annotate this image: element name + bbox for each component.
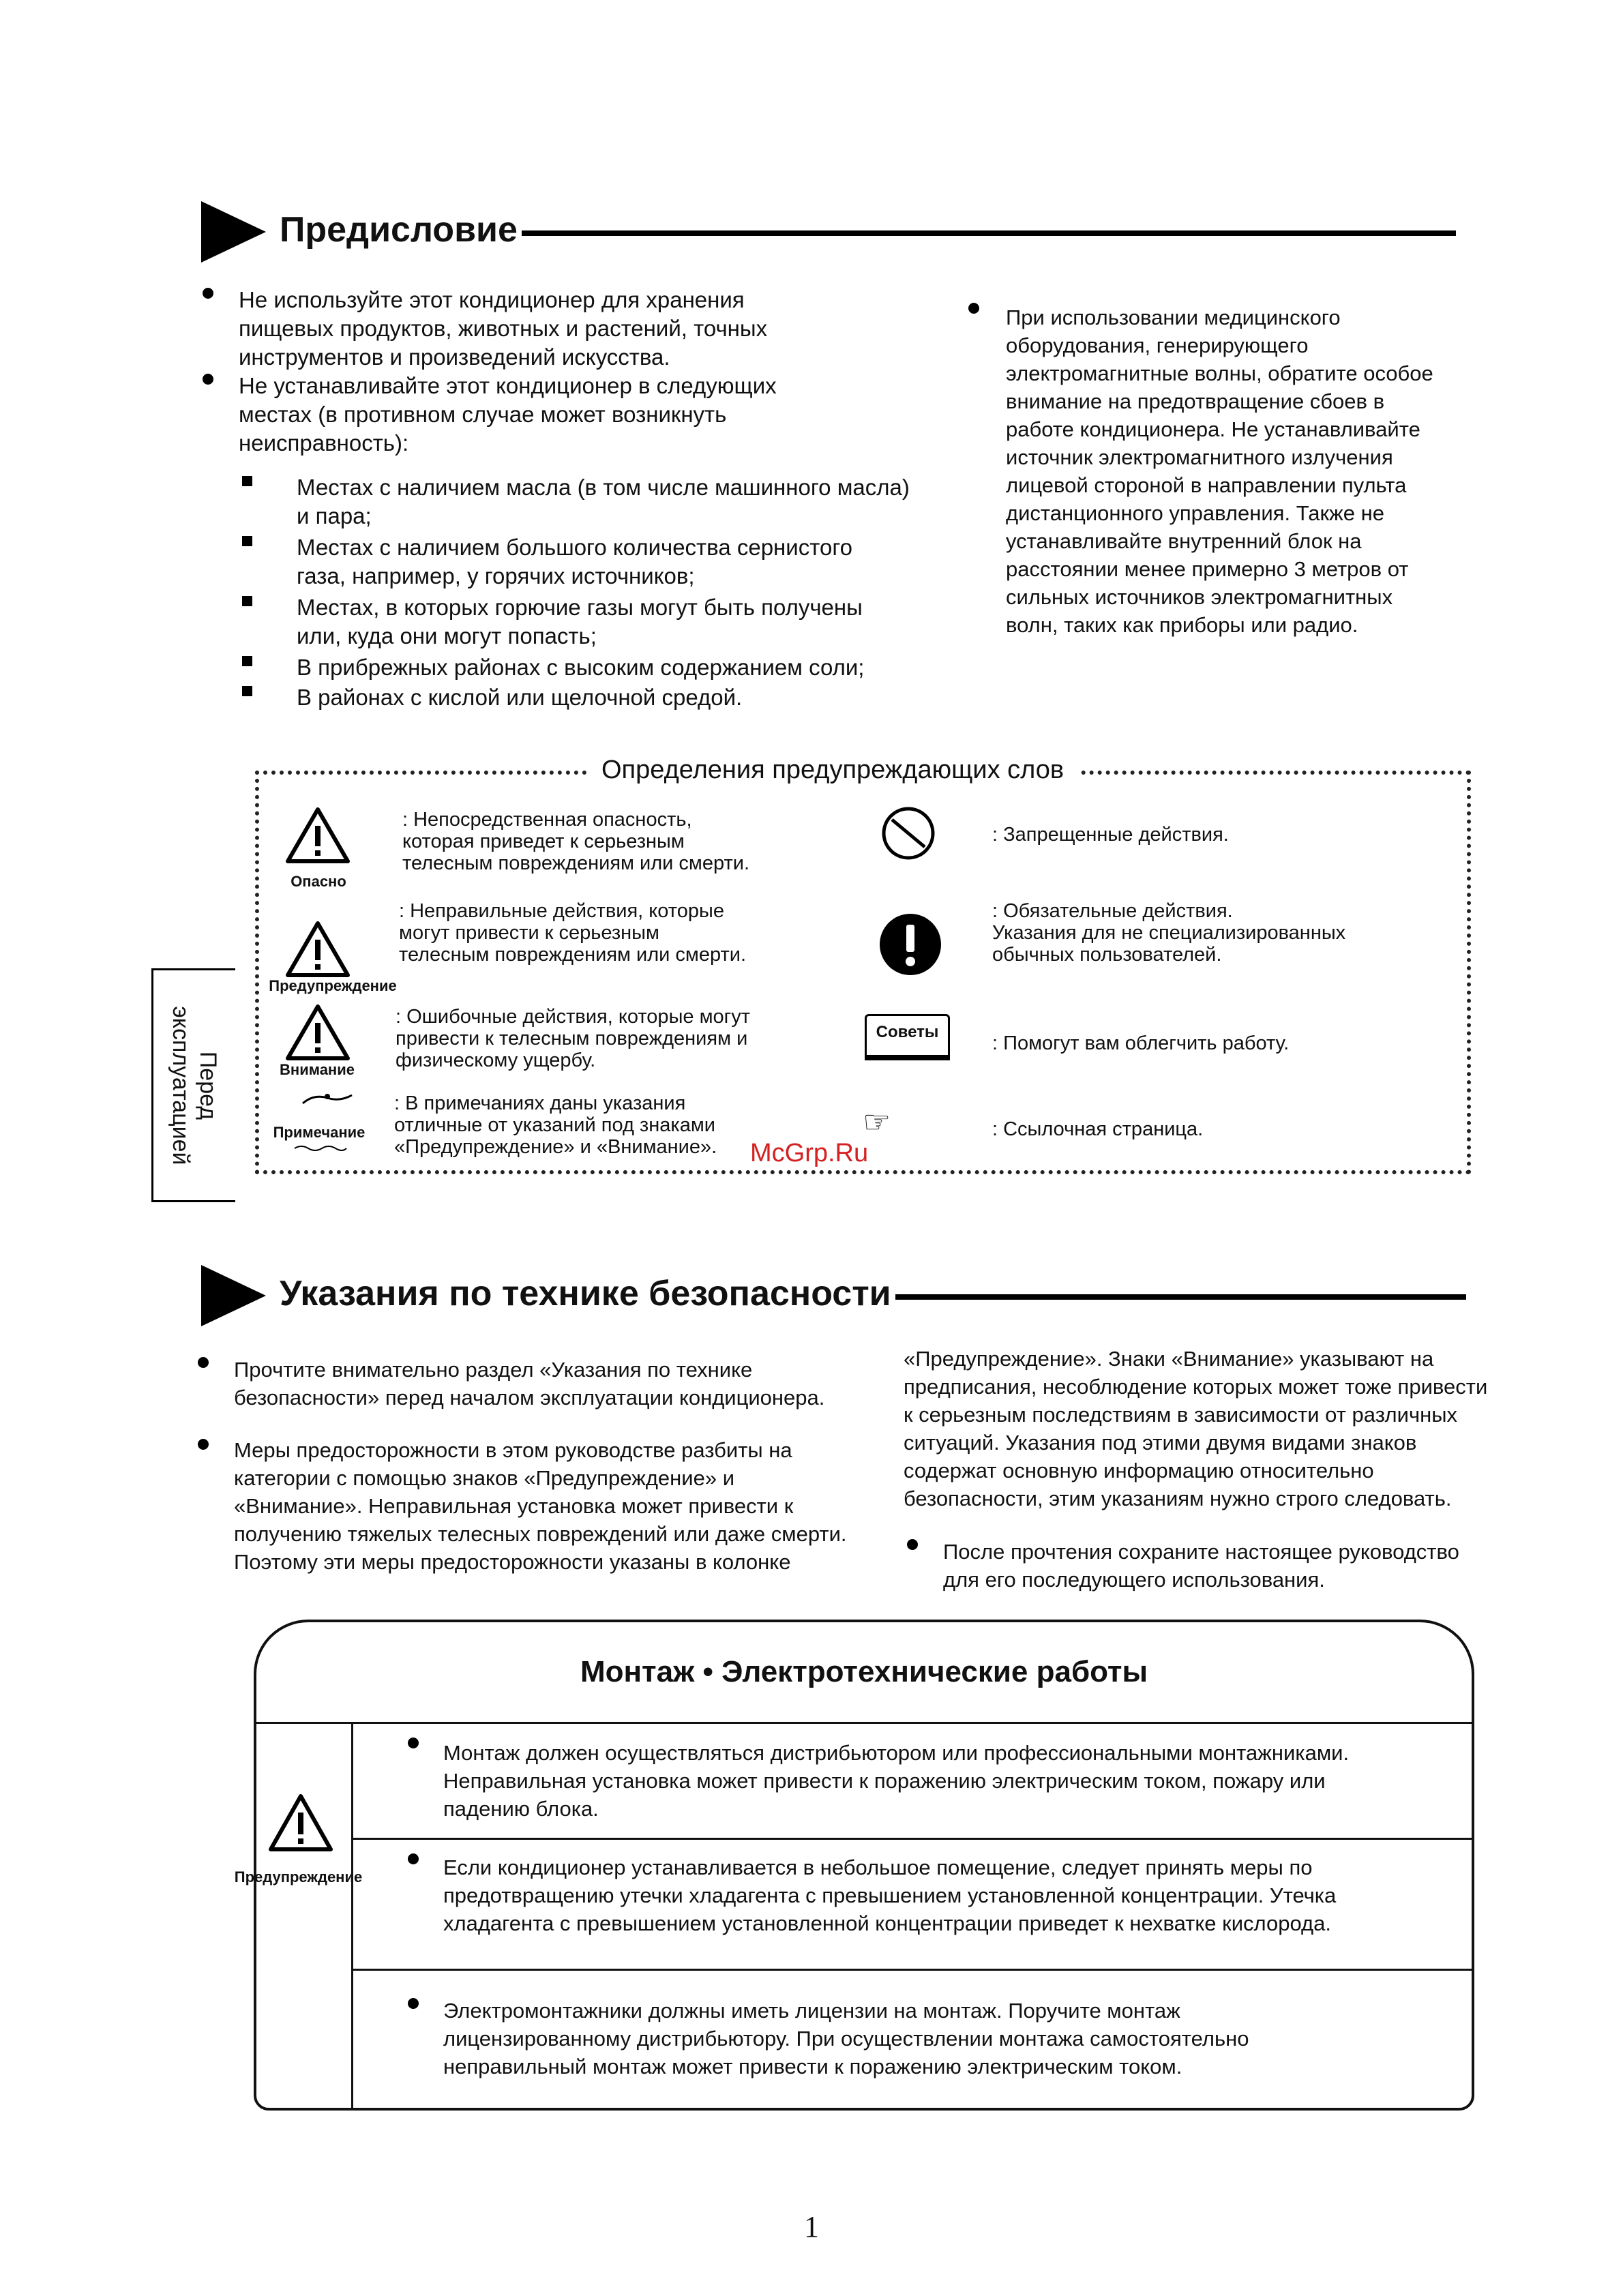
prohibited-description: : Запрещенные действия. [992,824,1229,846]
foreword-header [201,201,1456,263]
square-bullet-icon [242,476,252,486]
arrow-icon [201,1265,266,1326]
side-tab-before-operation: Перед эксплуатацией [151,968,235,1202]
place-item-5: В районах с кислой или щелочной средой. [297,685,743,710]
note-description: : В примечаниях даны указания отличные от указаний под знаками «Предупреждение» и «Внимание». [394,1092,717,1158]
installation-item-3: Электромонтажники должны иметь лицензии на монтаж. Поручите монтаж лицензированному дистрибьютору. При осуществлении монтажа самостоятельно неправильный монтаж может привести к поражению электрическим током. [443,1999,1249,2078]
installation-item-1: Монтаж должен осуществляться дистрибьютором или профессиональными монтажниками. Неправильная установка может привести к поражению электрическим током, пожару или падению блока. [443,1741,1350,1821]
bullet-icon [203,374,213,385]
foreword-title: Предисловие [280,209,522,250]
square-bullet-icon [242,686,252,696]
pointing-hand-icon: ☞ [863,1103,891,1140]
mandatory-description: : Обязательные действия. Указания для не специализированных обычных пользователей. [992,900,1346,966]
square-bullet-icon [242,536,252,546]
place-item-4: В прибрежных районах с высоким содержанием соли; [297,655,865,680]
divider [351,1722,353,2109]
bullet-icon [198,1439,209,1450]
note-wave-icon [293,1144,348,1152]
tips-label: Советы [876,1023,939,1041]
square-bullet-icon [242,656,252,666]
bullet-icon [203,288,213,299]
page-number: 1 [804,2210,819,2243]
safety-right-text: «Предупреждение». Знаки «Внимание» указывают на предписания, несоблюдение которых может тоже привести к серьезным последствиям в зависимости от различных ситуаций. Указания под этими двумя видами знаков содержат основную информацию относительно безопасности, этим указаниям нужно строго следовать. [904,1347,1488,1510]
danger-description: : Непосредственная опасность, которая приведет к серьезным телесным повреждениям или смерти. [402,809,750,874]
foreword-bullet-1: Не используйте этот кондиционер для хранения пищевых продуктов, животных и растений, точных инструментов и произведений искусства. [239,287,768,370]
safety-header [201,1265,1466,1326]
warning-triangle-icon [285,921,351,978]
bullet-icon [408,1738,419,1748]
bullet-icon [907,1539,918,1550]
safety-title: Указания по технике безопасности [280,1273,895,1314]
warning-description: : Неправильные действия, которые могут привести к серьезным телесным повреждениям или смерти. [399,900,747,966]
caution-description: : Ошибочные действия, которые могут привести к телесным повреждениям и физическому ущербу. [396,1006,751,1071]
divider [351,1838,1474,1840]
note-hand-icon [300,1091,355,1107]
tips-description: : Помогут вам облегчить работу. [992,1032,1290,1054]
note-label: Примечание [273,1124,366,1141]
divider [351,1969,1474,1971]
installation-item-2: Если кондиционер устанавливается в небольшое помещение, следует принять меры по предотвращению утечки хладагента с превышением установленной концентрации. Утечка хладагента с превышением установленной концентрации приведет к нехватке кислорода. [443,1855,1337,1935]
warning-label: Предупреждение [269,977,397,994]
tips-book-icon [865,1014,950,1060]
safety-right-bullet: После прочтения сохраните настоящее руководство для его последующего использования. [943,1540,1459,1592]
place-item-2: Местах с наличием большого количества сернистого газа, например, у горячих источников; [297,535,852,588]
caution-triangle-icon [285,1004,351,1061]
caution-label: Внимание [280,1061,355,1078]
mandatory-exclamation-icon [878,912,942,976]
danger-label: Опасно [291,873,346,890]
safety-bullet-1: Прочтите внимательно раздел «Указания по технике безопасности» перед началом эксплуатации кондиционера. [234,1358,825,1410]
place-item-3: Местах, в которых горючие газы могут быть получены или, куда они могут попасть; [297,595,863,648]
bullet-icon [968,303,979,314]
place-item-1: Местах с наличием масла (в том числе машинного масла) и пара; [297,475,910,528]
foreword-bullet-2: Не устанавливайте этот кондиционер в следующих местах (в противном случае может возникнуть неисправность): [239,373,777,456]
watermark: McGrp.Ru [750,1139,869,1167]
danger-warning-triangle-icon [285,807,351,864]
arrow-icon [201,201,266,263]
bullet-icon [198,1357,209,1368]
prohibited-icon [880,805,937,862]
foreword-right-bullet: При использовании медицинского оборудования, генерирующего электромагнитные волны, обратите особое внимание на предотвращение сбоев в работе кондиционера. Не устанавливайте источник электромагнитного излучения лицевой стороной в направлении пульта дистанционного управления. Также не устанавливайте внутренний блок на расстоянии менее примерно 3 метров от сильных источников электромагнитных волн, таких как приборы или радио. [1006,305,1433,637]
bullet-icon [408,1853,419,1864]
safety-bullet-2: Меры предосторожности в этом руководстве разбиты на категории с помощью знаков «Предупреждение» и «Внимание». Неправильная установка может привести к получению тяжелых телесных повреждений или даже смерти. Поэтому эти меры предосторожности указаны в колонке [234,1438,847,1574]
reference-description: : Ссылочная страница. [992,1118,1204,1140]
divider [254,1722,1474,1724]
square-bullet-icon [242,596,252,606]
warning-triangle-icon [268,1793,333,1852]
installation-title: Монтаж • Электротехнические работы [580,1655,1148,1688]
installation-warning-label: Предупреждение [234,1868,363,1885]
bullet-icon [408,1998,419,2009]
definitions-title: Определения предупреждающих слов [586,756,1079,785]
